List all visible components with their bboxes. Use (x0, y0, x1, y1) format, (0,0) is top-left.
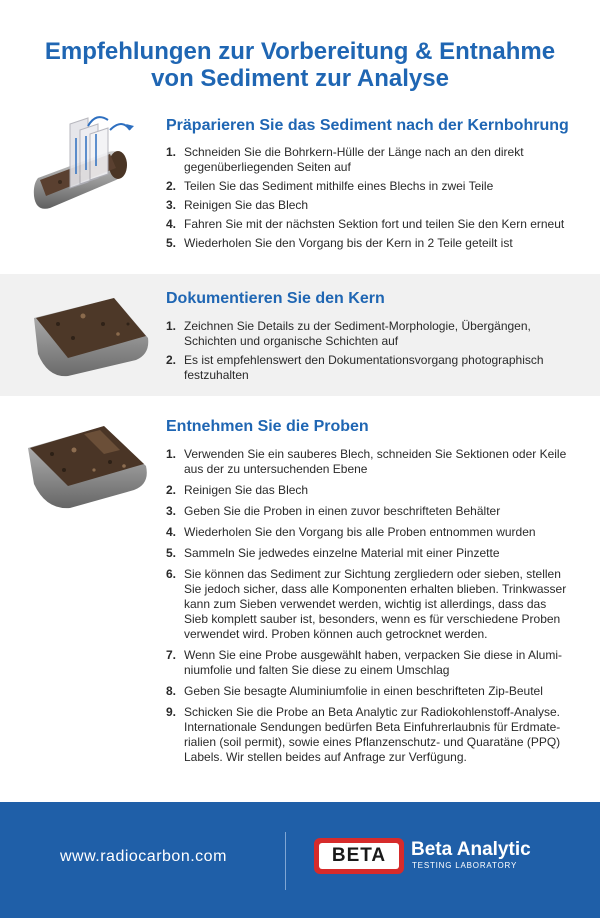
title-line-1: Empfehlungen zur Vorbereitung & Entnahme (44, 38, 556, 65)
list-item: 7. Wenn Sie eine Probe ausgewählt haben, verpacken Sie diese in Alumi- niumfolie und falten Sie diese zu einem Umschlag (166, 648, 563, 677)
list-item: 6. Sie können das Sediment zur Sichtung zergliedern oder sieben, stellen Sie jedoch sicher, dass alle Komponenten erhalten blieben. Trinkwasser kann zum Sieben verwendet werden, wichtig ist allerdings, dass das Sieb komplett sauber ist, besonders, wenn es für verschiedene Proben verwendet wird. Proben können auch getrocknet werden. (166, 567, 567, 641)
steps-prepare (166, 145, 576, 251)
list-item: 5. Wiederholen Sie den Vorgang bis der Kern in 2 Teile geteilt ist (166, 236, 513, 250)
website-link[interactable]: www.radiocarbon.com (60, 848, 227, 865)
footer (0, 802, 600, 918)
steps-sampling (166, 447, 576, 765)
logo-text: BETA (319, 843, 399, 869)
section-sampling (0, 398, 600, 802)
steps-document (166, 319, 576, 383)
list-item: 1. Schneiden Sie die Bohrkern-Hülle der Länge nach an den direkt gegenüberliegenden Seiten auf (166, 145, 524, 174)
list-item: 3. Reinigen Sie das Blech (166, 198, 309, 212)
half-core-illustration (28, 294, 154, 378)
footer-divider (285, 832, 286, 890)
section-document (0, 274, 600, 396)
list-item: 1. Verwenden Sie ein sauberes Blech, schneiden Sie Sektionen oder Keile aus der zu untersuchenden Ebene (166, 447, 567, 476)
page-title (0, 38, 600, 92)
list-item: 8. Geben Sie besagte Aluminiumfolie in einen beschrifteten Zip-Beutel (166, 684, 543, 698)
title-line-2: von Sediment zur Analyse (151, 65, 449, 92)
section-prepare (0, 96, 600, 272)
list-item: 2. Teilen Sie das Sediment mithilfe eines Blechs in zwei Teile (166, 179, 494, 193)
core-splitting-illustration (30, 108, 160, 212)
brand-subtitle: TESTING LABORATORY (412, 861, 518, 870)
section-title-sampling: Entnehmen Sie die Proben (166, 418, 369, 435)
sampling-core-illustration (24, 420, 154, 510)
beta-logo (314, 838, 404, 874)
section-title-prepare: Präparieren Sie das Sediment nach der Kernbohrung (166, 117, 569, 134)
list-item: 4. Fahren Sie mit der nächsten Sektion fort und teilen Sie den Kern erneut (166, 217, 565, 231)
brand-name: Beta Analytic (411, 839, 531, 860)
list-item: 4. Wiederholen Sie den Vorgang bis alle Proben entnommen wurden (166, 525, 536, 539)
list-item: 2. Reinigen Sie das Blech (166, 483, 309, 497)
list-item: 3. Geben Sie die Proben in einen zuvor beschrifteten Behälter (166, 504, 501, 518)
list-item: 9. Schicken Sie die Probe an Beta Analytic zur Radiokohlenstoff-Analyse. Internationale Sendungen bedürfen Beta Einfuhrerlaubnis für Erdmate- rialien (soil permit), sowie eines Pflanzenschutz- und Quaratäne (PPQ) Labels. Wir stellen beides auf Anfrage zur Verfügung. (166, 705, 561, 764)
list-item: 1. Zeichnen Sie Details zu der Sediment-Morphologie, Übergängen, Schichten und organische Schichten auf (166, 319, 531, 348)
list-item: 2. Es ist empfehlenswert den Dokumentationsvorgang photographisch festzuhalten (166, 353, 544, 382)
section-title-document: Dokumentieren Sie den Kern (166, 290, 385, 307)
list-item: 5. Sammeln Sie jedwedes einzelne Material mit einer Pinzette (166, 546, 500, 560)
